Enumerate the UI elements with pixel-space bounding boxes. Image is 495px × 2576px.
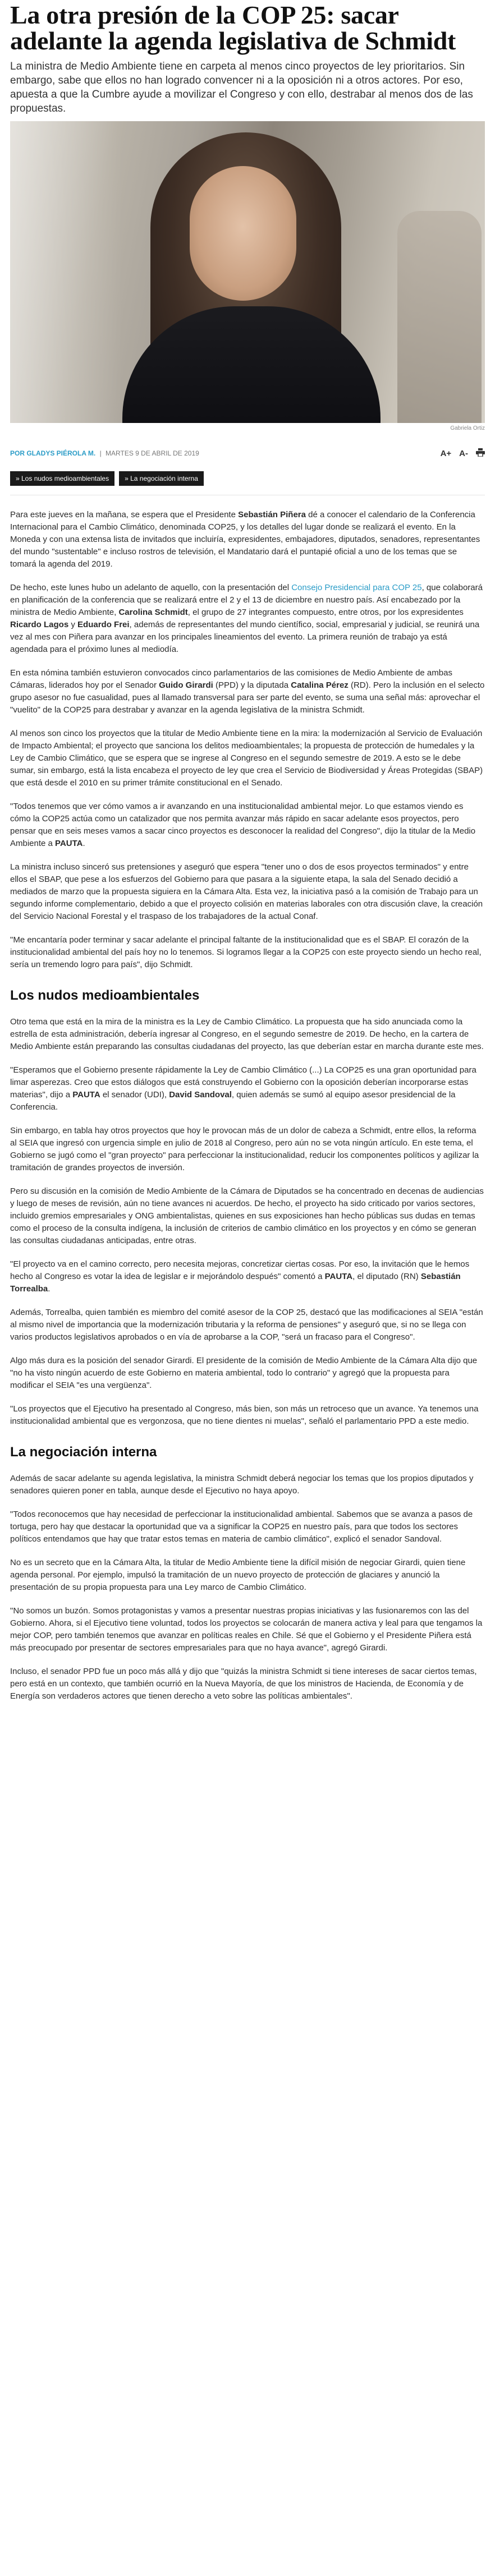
bold-name: Ricardo Lagos: [10, 620, 69, 629]
paragraph: No es un secreto que en la Cámara Alta, la titular de Medio Ambiente tiene la difícil misión de negociar Girardi, quien tiene agenda personal. Por ejemplo, impulsó la tramitación de un nuevo proyecto de protección de glaciares y anunció la presentación de su propia propuesta para una Ley marco de Cambio Climático.: [10, 1558, 466, 1592]
article-lead: La ministra de Medio Ambiente tiene en carpeta al menos cinco proyectos de ley prioritarios. Sin embargo, sabe que ellos no han logrado convencer ni a la oposición ni a otros actores. Por eso, apuesta a que la Cumbre ayude a movilizar el Congreso y con ello, destrabar al menos dos de las propuestas.: [10, 61, 473, 114]
bold-name: PAUTA: [55, 839, 83, 848]
article-tools: [441, 448, 485, 459]
bold-name: Sebastián Piñera: [238, 510, 306, 519]
font-increase-button[interactable]: A+: [440, 448, 452, 458]
paragraph: Algo más dura es la posición del senador Girardi. El presidente de la comisión de Medio Ambiente de la Cámara Alta dijo que "no ha visto ningún acuerdo de este Gobierno en materia ambiental, todo lo contrario" y agregó que la propuesta para modificar el SEIA "es una vergüenza".: [10, 1356, 478, 1390]
article-title: La otra presión de la COP 25: sacar adelante la agenda legislativa de Schmidt: [10, 1, 456, 55]
bold-name: Carolina Schmidt: [118, 608, 188, 617]
paragraph: Incluso, el senador PPD fue un poco más allá y dijo que "quizás la ministra Schmidt si tiene intereses de sacar ciertos temas, pero está en un contexto, que también ocurrió en la Nueva Mayoría, de que los ministros de Hacienda, de Economía y de Energía son verdaderos actores que tienen derecho a veto sobre las políticas ambientales".: [10, 1667, 477, 1701]
paragraph: "Los proyectos que el Ejecutivo ha presentado al Congreso, más bien, son más un retroceso que un avance. Ya tenemos una institucionalidad ambiental que es vergonzosa, que no tiene dientes ni muelas", señaló el parlamentario PPD a este medio.: [10, 1404, 479, 1426]
font-decrease-button[interactable]: A-: [459, 448, 468, 458]
paragraph: "Todos reconocemos que hay necesidad de perfeccionar la institucionalidad ambiental. Sabemos que se avanza a pasos de tortuga, pero hay que destacar la oportunidad que va a significar la COP25 en nuestro país, para que todos los sectores políticos entendamos que hay que tratar estos temas en materia de cambio climático", explicó el senador Sandoval.: [10, 1510, 473, 1544]
paragraph: "Todos tenemos que ver cómo vamos a ir avanzando en una institucionalidad ambiental mejor. Lo que estamos viendo es cómo la COP25 actúa como un catalizador que nos permita avanzar más rápido en sacar adelante esos proyectos, pero pensar que en seis meses vamos a sacar cinco proyectos es desconocer la realidad del Congreso", dijo la titular de la Medio Ambiente a PAUTA.: [10, 802, 476, 848]
byline: POR GLADYS PIÉROLA M. | MARTES 9 DE ABRIL DE 2019: [10, 449, 199, 457]
paragraph: Además, Torrealba, quien también es miembro del comité asesor de la COP 25, destacó que las modificaciones al SEIA "están al mismo nivel de importancia que la modernización tributaria y la reforma de pensiones" y aseguró que, si no se llega con varios productos legislativos aprobados o en vía de aprobarse a la COP, "será un fracaso para el Congreso".: [10, 1308, 483, 1342]
bold-name: Eduardo Frei: [77, 620, 130, 629]
paragraph: La ministra incluso sinceró sus pretensiones y aseguró que espera "tener uno o dos de esos proyectos terminados" y entre ellos el SBAP, que pese a los esfuerzos del Gobierno para que pasara a la siguiente etapa, la sala del Senado decidió a mediados de marzo que la propuesta siguiera en la Cámara Alta. Esta vez, la iniciativa pasó a la comisión de Trabajo para un segundo informe complementario, debido a que el proyecto colisión en materias laborales con otra discusión clave, la creación del Servicio Nacional Forestal y el traspaso de los trabajadores de la actual Conaf.: [10, 862, 483, 921]
section-heading: Los nudos medioambientales: [10, 988, 200, 1003]
paragraph: Además de sacar adelante su agenda legislativa, la ministra Schmidt deberá negociar los temas que los propios diputados y senadores quieren poner en tabla, aunque desde el Ejecutivo no haya apoyo.: [10, 1474, 474, 1496]
author-link[interactable]: POR GLADYS PIÉROLA M.: [10, 449, 96, 457]
paragraph: Al menos son cinco los proyectos que la titular de Medio Ambiente tiene en la mira: la modernización al Servicio de Evaluación de Impacto Ambiental; el proyecto que sanciona los delitos medioambientales; la propuesta de protección de humedales y la Ley de Cambio Climático, que se espera que se ingrese al Congreso en el segundo semestre de 2019. A esto se le debe sumar, sin embargo, está la lista encabeza el proyecto de ley que crea el Servicio de Biodiversidad y Áreas Protegidas (SBAP) que está desde el 2010 en su primer trámite constitucional en el Senado.: [10, 729, 483, 788]
inline-link[interactable]: Consejo Presidencial para COP 25: [291, 583, 422, 592]
bold-name: PAUTA: [72, 1090, 100, 1100]
paragraph: Otro tema que está en la mira de la ministra es la Ley de Cambio Climático. La propuesta que ha sido anunciada como la estrella de esta administración, debería ingresar al Congreso, en el segundo semestre de 2019. De hecho, en la cartera de Medio Ambiente están preparando las consultas ciudadanas del proyecto, las que deberían estar en marcha durante este mes.: [10, 1017, 484, 1051]
paragraph: Pero su discusión en la comisión de Medio Ambiente de la Cámara de Diputados se ha concentrado en decenas de audiencias y luego de meses de revisión, aún no tiene avances ni acuerdos. De hecho, el proyecto ha sido criticado por varios sectores, incluido gremios empresariales y ONG ambientalistas, quienes en sus exposiciones han hecho públicas sus dudas en temas como el proceso de la consulta indígena, la inclusión de criterios de cambio climático en los proyectos y en cómo se generan las consultas ciudadanas anticipadas, entre otras.: [10, 1186, 484, 1245]
paragraph: En esta nómina también estuvieron convocados cinco parlamentarios de las comisiones de Medio Ambiente de ambas Cámaras, liderados hoy por el Senador Guido Girardi (PPD) y la diputada Catalina Pérez (RD). Pero la inclusión en el selecto grupo asesor no fue casualidad, pues al llamado transversal para ser parte del evento, se suma una señal más: aprovechar el "vuelito" de la COP25 para destrabar y avanzar en la agenda legislativa de la ministra Schmidt.: [10, 668, 485, 715]
paragraph: De hecho, este lunes hubo un adelanto de aquello, con la presentación del Consejo Presidencial para COP 25, que colaborará en planificación de la conferencia que se realizará entre el 2 y el 13 de diciembre en nuestro país. Así encabezado por la ministra de Medio Ambiente, Carolina Schmidt, el grupo de 27 integrantes compuesto, entre otros, por los expresidentes Ricardo Lagos y Eduardo Frei, además de representantes del mundo científico, social, empresarial y judicial, se reunirá una vez al mes con Piñera para avanzar en los principales lineamientos del evento. La primera reunión de trabajo ya está agendada para el próximo lunes al mediodía.: [10, 583, 483, 654]
article-meta: [10, 443, 485, 463]
article-photo: [10, 121, 485, 423]
article-body: [10, 509, 485, 1703]
paragraph: "No somos un buzón. Somos protagonistas y vamos a presentar nuestras propias iniciativas y las fusionaremos con las del Gobierno. Ahora, si el Ejecutivo tiene voluntad, todos los proyectos se colocarán de manera activa y leal para que tengamos la mejor COP, pero también tenemos que avanzar en políticas reales en Chile. Sé que el Gobierno y el Presidente Piñera está más preocupado por presentar de sectores empresariales para que no haya avance", agregó Girardi.: [10, 1606, 483, 1653]
paragraph: "Esperamos que el Gobierno presente rápidamente la Ley de Cambio Climático (...) La COP25 es una gran oportunidad para limar asperezas. Creo que estos diálogos que está construyendo el Gobierno con la oposición deberían incorporarse estas materias", dijo a PAUTA el senador (UDI), David Sandoval, quien además se sumó al equipo asesor presidencial de la Conferencia.: [10, 1065, 476, 1112]
publish-date: MARTES 9 DE ABRIL DE 2019: [106, 449, 199, 457]
section-heading: La negociación interna: [10, 1445, 157, 1460]
tag-la-negociacion-interna[interactable]: » La negociación interna: [119, 471, 204, 486]
tag-los-nudos-medioambientales[interactable]: » Los nudos medioambientales: [10, 471, 114, 486]
bold-name: David Sandoval: [169, 1090, 232, 1100]
paragraph: Para este jueves en la mañana, se espera que el Presidente Sebastián Piñera dé a conocer el calendario de la Conferencia Internacional para el Cambio Climático, denominada COP25, y los detalles del lugar donde se realizará el evento. En la Moneda y con una extensa lista de invitados que incluiría, expresidentes, embajadores, diputados, senadores, representantes del mundo "sustentable" e incluso rostros de televisión, el Mandatario dará el puntapié oficial a uno de los temas que se tomará la agenda del 2019.: [10, 510, 480, 569]
photo-credit: Gabriela Ortiz: [450, 425, 485, 431]
print-icon[interactable]: [476, 448, 485, 459]
bold-name: Sebastián Torrealba: [10, 1272, 461, 1294]
paragraph: Sin embargo, en tabla hay otros proyectos que hoy le provocan más de un dolor de cabeza a Schmidt, entre ellos, la reforma al SEIA que ingresó con urgencia simple en julio de 2018 al Congreso, pero aún no se vota ningún artículo. En este tema, el Gobierno se jugó como el "gran proyecto" para perfeccionar la institucionalidad, reducir los componentes políticos y agilizar la tramitación de grandes proyectos de inversión.: [10, 1126, 479, 1172]
bold-name: Guido Girardi: [159, 680, 213, 690]
section-jump-tags: [10, 471, 485, 486]
paragraph: "El proyecto va en el camino correcto, pero necesita mejoras, concretizar ciertas cosas. Por eso, la invitación que le hemos hecho al Congreso es votar la idea de legislar e ir mejorándolo después" comentó a PAUTA, el diputado (RN) Sebastián Torrealba.: [10, 1259, 470, 1294]
bold-name: Catalina Pérez: [291, 680, 349, 690]
bold-name: PAUTA: [324, 1272, 353, 1281]
paragraph: "Me encantaría poder terminar y sacar adelante el principal faltante de la institucionalidad que es el SBAP. El corazón de la institucionalidad ambiental del país hoy no lo tenemos. Si logramos llegar a la COP25 con este proyecto siendo un hecho real, sería un tremendo logro para país", dijo Schmidt.: [10, 935, 482, 969]
